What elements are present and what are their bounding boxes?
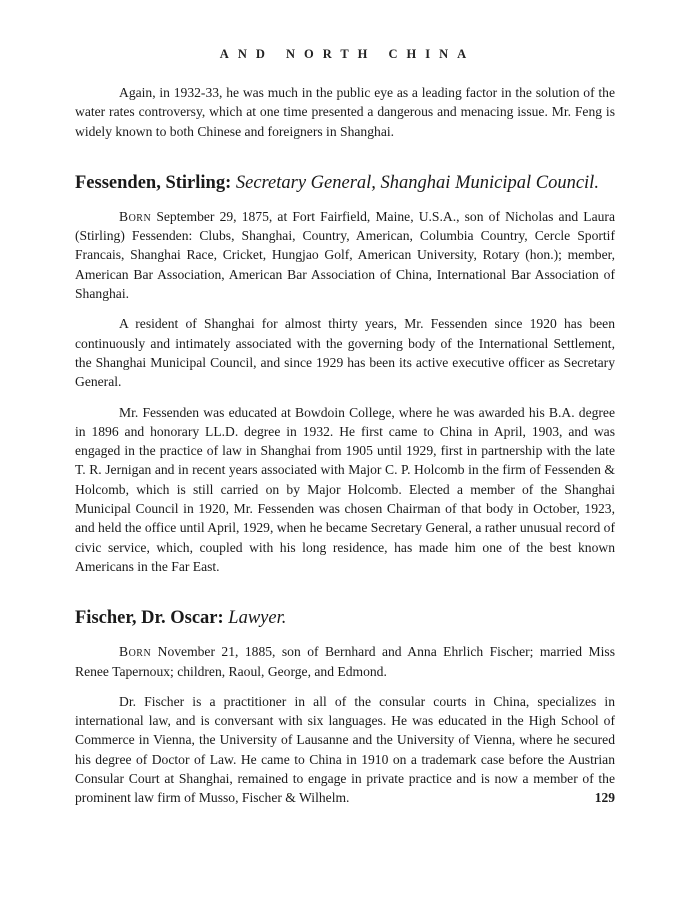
entry-heading bbox=[75, 171, 615, 195]
intro-paragraph: Again, in 1932-33, he was much in the public eye as a leading factor in the solution of the water rates controversy, which at one time presented a dangerous and menacing issue. Mr. Feng is widely known to both Chinese and foreigners in Shanghai. bbox=[75, 85, 615, 139]
biography-entry bbox=[75, 171, 615, 576]
born-details: September 29, 1875, at Fort Fairfield, Maine, U.S.A., son of Nicholas and Laura (Stirling) Fessenden: Clubs, Shanghai, Country, American, Columbia Country, Cercle Sportif Francais, Shanghai Race, Cricket, Hungjao Golf, American University, Rotary (hon.); member, American Bar Association, American Bar Association of China, International Bar Association of Shanghai. bbox=[75, 208, 615, 302]
born-word: Born bbox=[119, 644, 152, 660]
entry-paragraph: Mr. Fessenden was educated at Bowdoin College, where he was awarded his B.A. degree in 1896 and honorary LL.D. degree in 1932. He first came to China in April, 1903, and was engaged in the practice of law in Shanghai from 1905 until 1929, first in partnership with the late T. R. Jernigan and in recent years associated with Major C. P. Holcomb in the firm of Fessenden & Holcomb, which is still carried on by Major Holcomb. Elected a member of the Shanghai Municipal Council in 1920, Mr. Fessenden was chosen Chairman of that body in October, 1923, and held the office until April, 1929, when he became Secretary General, a rather unusual record of civic service, which, coupled with his long residence, has made him one of the best known Americans in the Far East. bbox=[75, 404, 615, 574]
entry-name: Fischer, Dr. Oscar: bbox=[75, 608, 224, 629]
page-content bbox=[75, 83, 615, 808]
entry-heading bbox=[75, 606, 615, 630]
born-word: Born bbox=[119, 208, 152, 224]
entry-title: Lawyer. bbox=[228, 608, 287, 629]
entry-name: Fessenden, Stirling: bbox=[75, 172, 232, 193]
biography-entry bbox=[75, 606, 615, 807]
born-details: November 21, 1885, son of Bernhard and Anna Ehrlich Fischer; married Miss Renee Tapernoux; children, Raoul, George, and Edmond. bbox=[75, 644, 615, 679]
entry-paragraph bbox=[75, 642, 615, 681]
entry-paragraph: Dr. Fischer is a practitioner in all of the consular courts in China, specializes in international law, and is conversant with six languages. He was educated in the High School of Commerce in Vienna, the University of Lausanne and the University of Vienna, where he secured his degree of Doctor of Law. He came to China in 1910 on a trademark case before the Austrian Consular Court at Shanghai, remained to engage in private practice and is now a member of the prominent law firm of Musso, Fischer & Wilhelm. bbox=[75, 693, 615, 806]
entry-title: Secretary General, Shanghai Municipal Council. bbox=[235, 172, 599, 193]
entry-paragraph bbox=[75, 207, 615, 303]
running-head: AND NORTH CHINA bbox=[219, 47, 476, 61]
page-number: 129 bbox=[594, 790, 615, 805]
entry-paragraph: A resident of Shanghai for almost thirty years, Mr. Fessenden since 1920 has been continuously and intimately associated with the governing body of the International Settlement, the Shanghai Municipal Council, and since 1929 has been its active executive officer as Secretary General. bbox=[75, 316, 615, 390]
